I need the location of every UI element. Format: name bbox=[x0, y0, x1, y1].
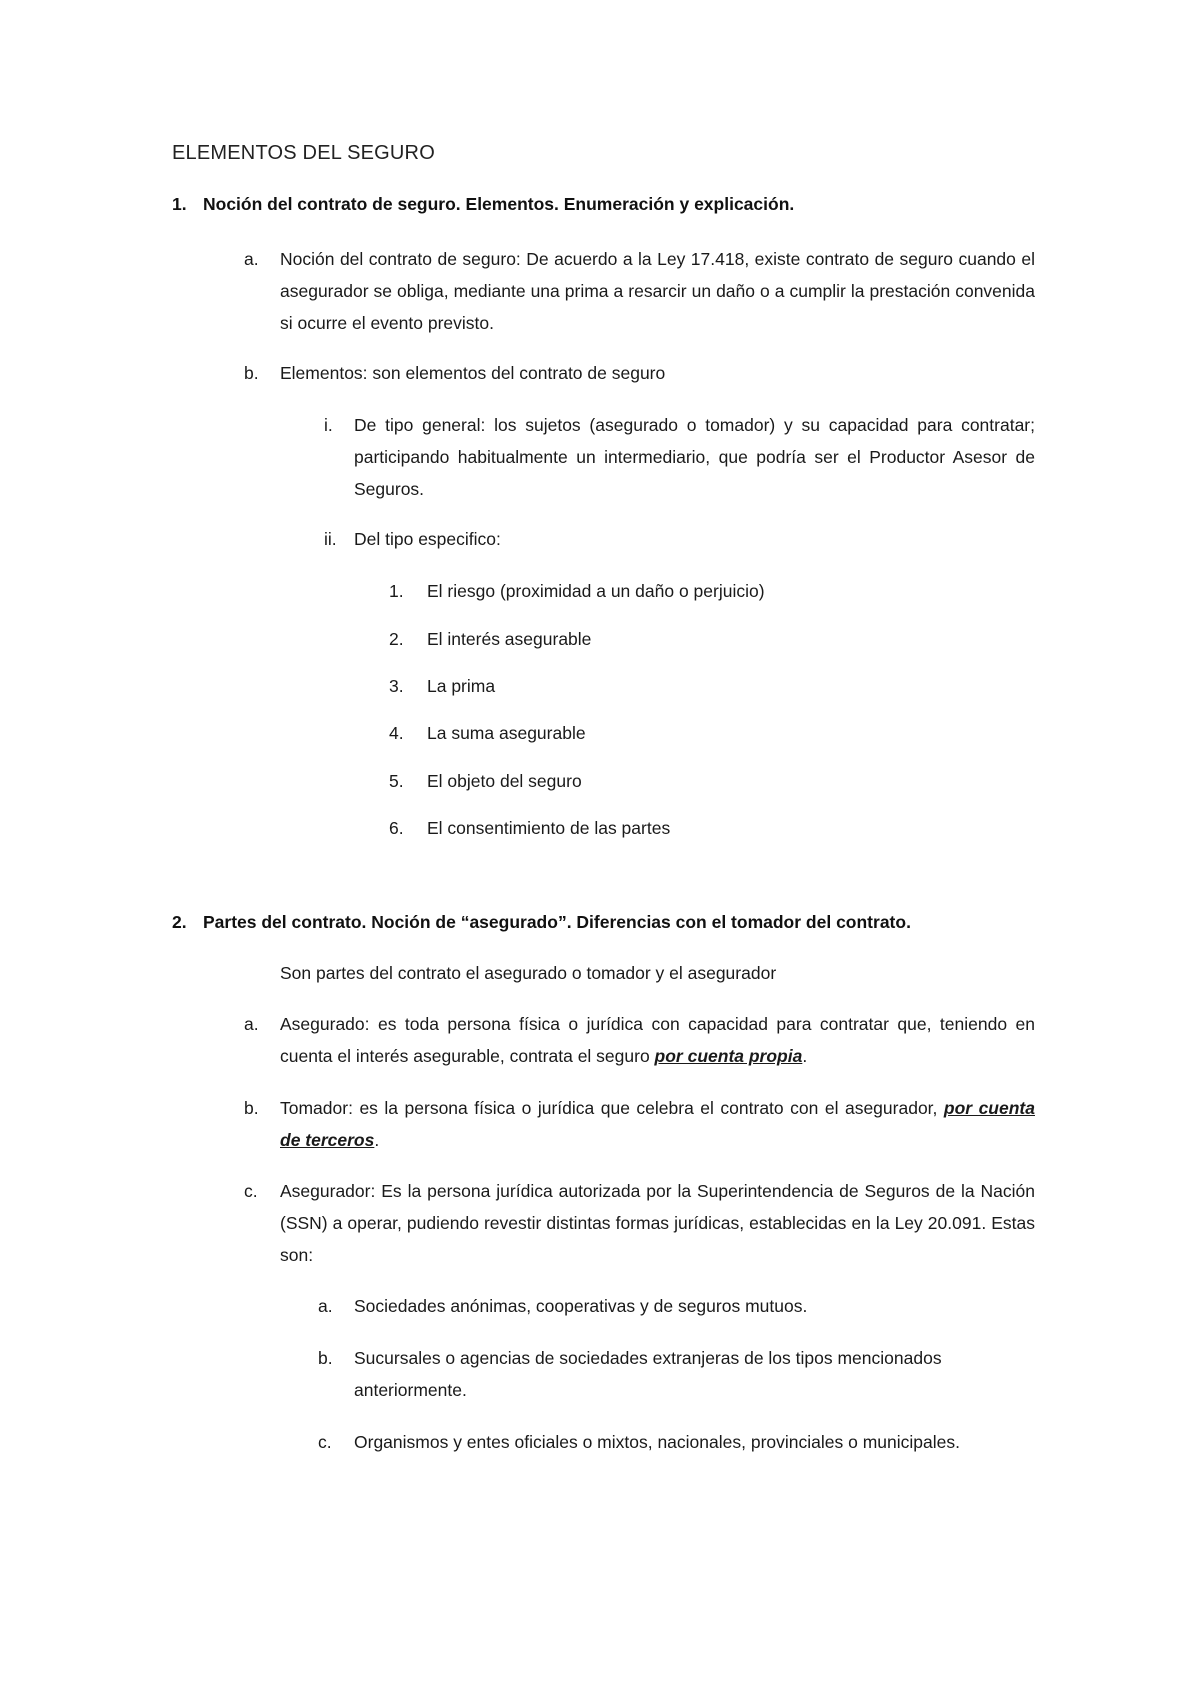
section-1-item-b-text: Elementos: son elementos del contrato de seguro bbox=[280, 363, 666, 383]
list-marker: 3. bbox=[389, 676, 404, 696]
section-1-number: 1. bbox=[172, 194, 187, 214]
list-marker: a. bbox=[244, 1014, 259, 1034]
document-title: ELEMENTOS DEL SEGURO bbox=[172, 142, 435, 164]
item-end-punct: . bbox=[802, 1046, 808, 1066]
item-body-text: Asegurado: es toda persona física o jurídica con capacidad para contratar que, teniendo en cuenta el interés asegurable, contrata el seguro bbox=[280, 1014, 1035, 1066]
item-body-text: Tomador: es la persona física o jurídica que celebra el contrato con el asegurador, bbox=[280, 1098, 944, 1118]
list-item-text: Sociedades anónimas, cooperativas y de seguros mutuos. bbox=[354, 1296, 808, 1316]
section-1-item-a-text: Noción del contrato de seguro: De acuerdo a la Ley 17.418, existe contrato de seguro cuando el asegurador se obliga, mediante una prima a resarcir un daño o a cumplir la prestación convenida si ocurre el evento previsto. bbox=[280, 249, 1035, 333]
list-marker: b. bbox=[244, 1098, 259, 1118]
list-item bbox=[318, 1426, 1035, 1458]
list-marker: 2. bbox=[389, 629, 404, 649]
list-item bbox=[389, 765, 1027, 797]
section-2-number: 2. bbox=[172, 912, 187, 932]
section-1-sub-ii-text: Del tipo especifico: bbox=[354, 529, 501, 549]
list-marker: c. bbox=[244, 1181, 258, 1201]
list-item-text: Sucursales o agencias de sociedades extranjeras de los tipos mencionados anteriormente. bbox=[354, 1348, 942, 1400]
section-2-item-b bbox=[244, 1092, 1035, 1156]
list-marker: a. bbox=[318, 1296, 333, 1316]
section-2-item-a bbox=[244, 1008, 1035, 1072]
item-end-punct: . bbox=[374, 1130, 380, 1150]
list-marker: a. bbox=[244, 249, 259, 269]
list-item bbox=[389, 575, 1027, 607]
section-2-item-b-text bbox=[280, 1092, 1035, 1156]
section-1-sub-i bbox=[324, 409, 1035, 505]
list-marker: ii. bbox=[324, 529, 337, 549]
section-2-intro: Son partes del contrato el asegurado o tomador y el asegurador bbox=[280, 963, 777, 983]
list-marker: b. bbox=[244, 363, 259, 383]
section-2-heading-text: Partes del contrato. Noción de “asegurado”. Diferencias con el tomador del contrato. bbox=[203, 912, 911, 932]
list-item-text: El riesgo (proximidad a un daño o perjuicio) bbox=[427, 581, 765, 601]
section-1-item-a bbox=[244, 243, 1035, 339]
list-item bbox=[318, 1342, 1035, 1406]
section-2-item-c bbox=[244, 1175, 1035, 1271]
list-item bbox=[389, 812, 1027, 844]
section-2-item-c-text: Asegurador: Es la persona jurídica autorizada por la Superintendencia de Seguros de la Nación (SSN) a operar, pudiendo revestir distintas formas jurídicas, establecidas en la Ley 20.091. Estas son: bbox=[280, 1181, 1035, 1265]
list-item bbox=[318, 1290, 1035, 1322]
list-item-text: Organismos y entes oficiales o mixtos, nacionales, provinciales o municipales. bbox=[354, 1432, 960, 1452]
section-2-heading bbox=[172, 912, 911, 933]
list-marker: i. bbox=[324, 415, 333, 435]
list-item bbox=[389, 670, 1027, 702]
list-marker: 6. bbox=[389, 818, 404, 838]
section-1-heading bbox=[172, 194, 794, 215]
section-1-sub-ii bbox=[324, 523, 1035, 555]
list-item-text: El objeto del seguro bbox=[427, 771, 582, 791]
emphasis-text: por cuenta propia bbox=[654, 1046, 803, 1066]
list-marker: 4. bbox=[389, 723, 404, 743]
list-marker: 5. bbox=[389, 771, 404, 791]
section-1-sub-i-text: De tipo general: los sujetos (asegurado o tomador) y su capacidad para contratar; participando habitualmente un intermediario, que podría ser el Productor Asesor de Seguros. bbox=[354, 415, 1035, 499]
list-marker: b. bbox=[318, 1348, 333, 1368]
list-item-text: La prima bbox=[427, 676, 496, 696]
section-1-item-b bbox=[244, 357, 1035, 389]
list-marker: c. bbox=[318, 1432, 332, 1452]
section-2-item-a-text bbox=[280, 1008, 1035, 1072]
list-item-text: El consentimiento de las partes bbox=[427, 818, 671, 838]
emphasis-text: por cuenta de terceros bbox=[280, 1098, 1035, 1150]
section-1-heading-text: Noción del contrato de seguro. Elementos. Enumeración y explicación. bbox=[203, 194, 795, 214]
list-item bbox=[389, 717, 1027, 749]
list-marker: 1. bbox=[389, 581, 404, 601]
list-item-text: El interés asegurable bbox=[427, 629, 592, 649]
list-item bbox=[389, 623, 1027, 655]
list-item-text: La suma asegurable bbox=[427, 723, 586, 743]
